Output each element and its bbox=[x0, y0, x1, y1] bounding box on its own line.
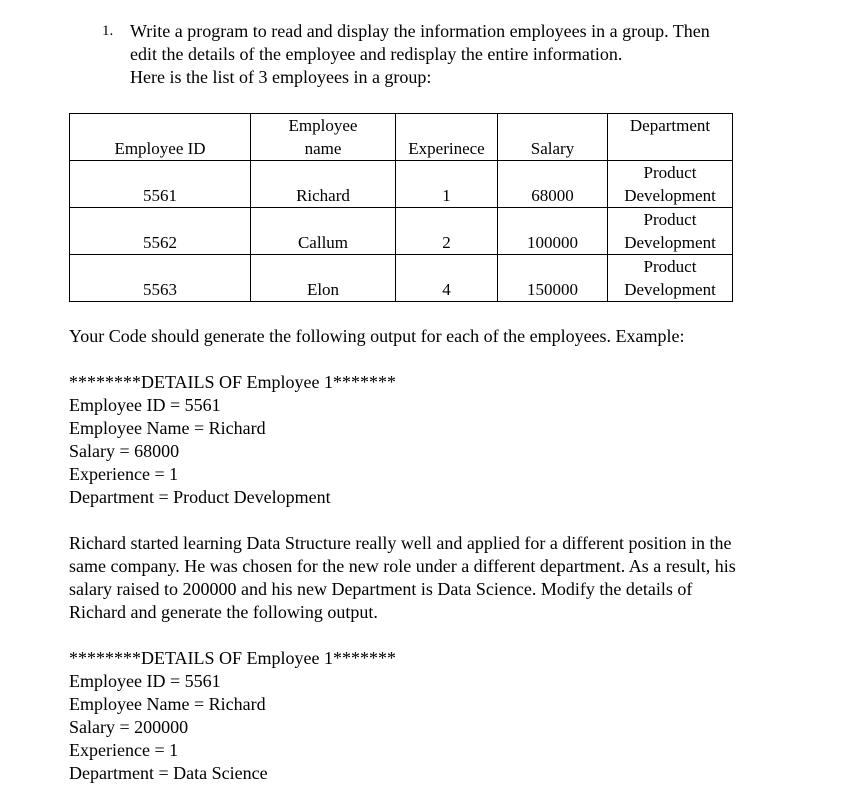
cell-name: Elon bbox=[251, 255, 396, 302]
question-line-3: Here is the list of 3 employees in a group: bbox=[130, 67, 432, 87]
cell-salary: 100000 bbox=[498, 208, 608, 255]
cell-experience: 4 bbox=[396, 255, 498, 302]
cell-salary: 150000 bbox=[498, 255, 608, 302]
cell-id: 5562 bbox=[70, 208, 251, 255]
header-department: Department bbox=[608, 114, 733, 161]
question-number: 1. bbox=[102, 23, 114, 39]
dept-line-1: Product bbox=[643, 210, 697, 229]
header-salary: Salary bbox=[498, 114, 608, 161]
employee-table bbox=[69, 113, 733, 302]
output-department: Department = Data Science bbox=[69, 763, 268, 783]
cell-department bbox=[608, 161, 733, 208]
output-salary: Salary = 68000 bbox=[69, 441, 180, 461]
output-block-2 bbox=[69, 647, 396, 785]
output-salary: Salary = 200000 bbox=[69, 717, 189, 737]
header-employee-name bbox=[251, 114, 396, 161]
output-employee-id: Employee ID = 5561 bbox=[69, 671, 221, 691]
output-employee-name: Employee Name = Richard bbox=[69, 418, 266, 438]
cell-department bbox=[608, 208, 733, 255]
dept-line-2: Development bbox=[624, 186, 716, 205]
cell-id: 5563 bbox=[70, 255, 251, 302]
story-line-2: same company. He was chosen for the new role under a different department. As a result, his bbox=[69, 556, 736, 576]
cell-experience: 2 bbox=[396, 208, 498, 255]
header-name-line-1: Employee bbox=[288, 116, 358, 135]
question-line-1: Write a program to read and display the information employees in a group. Then bbox=[130, 21, 710, 41]
story-paragraph bbox=[69, 532, 736, 624]
cell-experience: 1 bbox=[396, 161, 498, 208]
table-row bbox=[70, 161, 733, 208]
output-header: ********DETAILS OF Employee 1******* bbox=[69, 372, 397, 392]
question-line-2: edit the details of the employee and redisplay the entire information. bbox=[130, 44, 623, 64]
output-employee-id: Employee ID = 5561 bbox=[69, 395, 221, 415]
cell-id: 5561 bbox=[70, 161, 251, 208]
header-name-line-2: name bbox=[304, 139, 342, 158]
cell-department bbox=[608, 255, 733, 302]
story-line-1: Richard started learning Data Structure really well and applied for a different position in the bbox=[69, 533, 732, 553]
output-block-1 bbox=[69, 371, 396, 509]
output-experience: Experience = 1 bbox=[69, 740, 179, 760]
dept-line-1: Product bbox=[643, 257, 697, 276]
header-employee-id: Employee ID bbox=[70, 114, 251, 161]
table-header-row bbox=[70, 114, 733, 161]
output-experience: Experience = 1 bbox=[69, 464, 179, 484]
output-employee-name: Employee Name = Richard bbox=[69, 694, 266, 714]
dept-line-2: Development bbox=[624, 233, 716, 252]
story-line-3: salary raised to 200000 and his new Department is Data Science. Modify the details of bbox=[69, 579, 693, 599]
cell-salary: 68000 bbox=[498, 161, 608, 208]
header-experience: Experinece bbox=[396, 114, 498, 161]
dept-line-2: Development bbox=[624, 280, 716, 299]
output-department: Department = Product Development bbox=[69, 487, 331, 507]
cell-name: Richard bbox=[251, 161, 396, 208]
table-row bbox=[70, 208, 733, 255]
dept-line-1: Product bbox=[643, 163, 697, 182]
intro-output-text: Your Code should generate the following output for each of the employees. Example: bbox=[69, 326, 685, 346]
question-text bbox=[130, 20, 820, 89]
output-header: ********DETAILS OF Employee 1******* bbox=[69, 648, 397, 668]
table-row bbox=[70, 255, 733, 302]
cell-name: Callum bbox=[251, 208, 396, 255]
story-line-4: Richard and generate the following output. bbox=[69, 602, 378, 622]
